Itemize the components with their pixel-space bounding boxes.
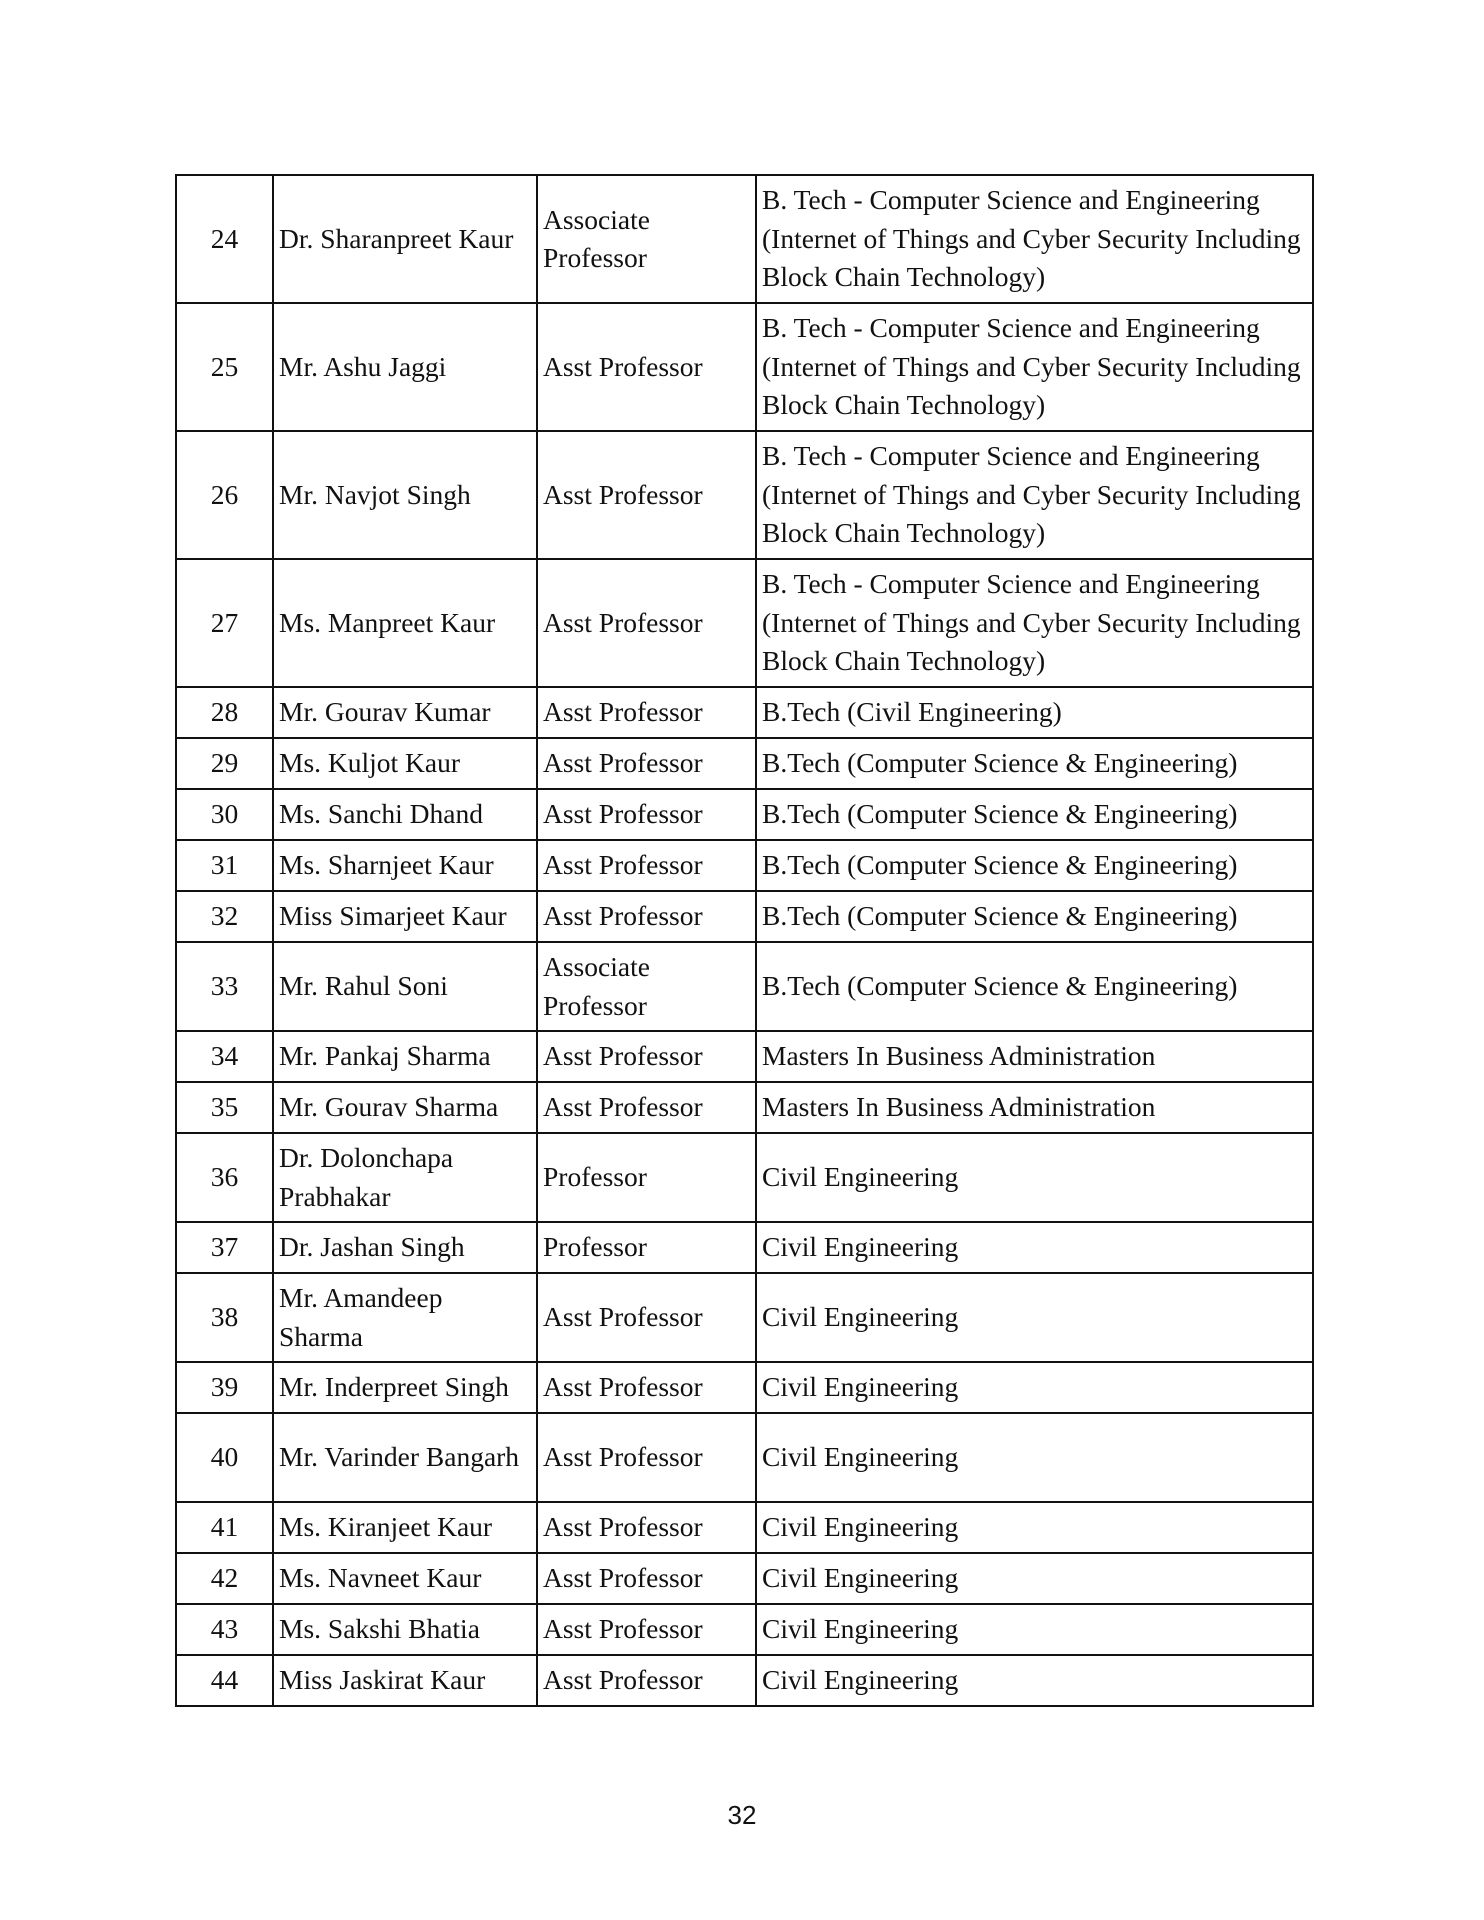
program-cell: B.Tech (Computer Science & Engineering) <box>756 789 1313 840</box>
designation-cell: Asst Professor <box>537 1655 756 1706</box>
table-row <box>176 559 1313 687</box>
designation-cell: Professor <box>537 1133 756 1222</box>
program-cell: B.Tech (Computer Science & Engineering) <box>756 840 1313 891</box>
designation-cell: Asst Professor <box>537 840 756 891</box>
serial-number-cell: 25 <box>176 303 273 431</box>
faculty-name-cell: Mr. Navjot Singh <box>273 431 537 559</box>
faculty-name-cell: Ms. Manpreet Kaur <box>273 559 537 687</box>
serial-number-cell: 27 <box>176 559 273 687</box>
faculty-name-cell: Miss Jaskirat Kaur <box>273 1655 537 1706</box>
program-cell: Civil Engineering <box>756 1413 1313 1502</box>
designation-cell: Asst Professor <box>537 891 756 942</box>
program-cell: B. Tech - Computer Science and Engineering (Internet of Things and Cyber Security Including Block Chain Technology) <box>756 303 1313 431</box>
program-cell: Civil Engineering <box>756 1553 1313 1604</box>
table-row <box>176 687 1313 738</box>
table-row <box>176 1502 1313 1553</box>
program-cell: B. Tech - Computer Science and Engineering (Internet of Things and Cyber Security Including Block Chain Technology) <box>756 559 1313 687</box>
table-row <box>176 1031 1313 1082</box>
designation-cell: Asst Professor <box>537 559 756 687</box>
serial-number-cell: 33 <box>176 942 273 1031</box>
page-number: 32 <box>727 1800 757 1830</box>
faculty-name-cell: Dr. Sharanpreet Kaur <box>273 175 537 303</box>
faculty-name-cell: Ms. Sharnjeet Kaur <box>273 840 537 891</box>
serial-number-cell: 32 <box>176 891 273 942</box>
designation-cell: Asst Professor <box>537 1273 756 1362</box>
faculty-name-cell: Mr. Varinder Bangarh <box>273 1413 537 1502</box>
table-row <box>176 1082 1313 1133</box>
designation-cell: Asst Professor <box>537 738 756 789</box>
serial-number-cell: 40 <box>176 1413 273 1502</box>
table-row <box>176 1362 1313 1413</box>
program-cell: B. Tech - Computer Science and Engineering (Internet of Things and Cyber Security Including Block Chain Technology) <box>756 175 1313 303</box>
program-cell: Civil Engineering <box>756 1273 1313 1362</box>
table-row <box>176 1604 1313 1655</box>
table-row <box>176 789 1313 840</box>
program-cell: Masters In Business Administration <box>756 1082 1313 1133</box>
serial-number-cell: 43 <box>176 1604 273 1655</box>
designation-cell: Asst Professor <box>537 1362 756 1413</box>
designation-cell: Asst Professor <box>537 1604 756 1655</box>
designation-cell: Associate Professor <box>537 175 756 303</box>
faculty-table-body <box>176 175 1313 1706</box>
serial-number-cell: 36 <box>176 1133 273 1222</box>
serial-number-cell: 44 <box>176 1655 273 1706</box>
program-cell: Civil Engineering <box>756 1604 1313 1655</box>
table-row <box>176 431 1313 559</box>
table-row <box>176 175 1313 303</box>
program-cell: Civil Engineering <box>756 1362 1313 1413</box>
program-cell: Civil Engineering <box>756 1655 1313 1706</box>
faculty-name-cell: Ms. Navneet Kaur <box>273 1553 537 1604</box>
serial-number-cell: 39 <box>176 1362 273 1413</box>
faculty-name-cell: Dr. Dolonchapa Prabhakar <box>273 1133 537 1222</box>
program-cell: Civil Engineering <box>756 1222 1313 1273</box>
faculty-name-cell: Mr. Gourav Sharma <box>273 1082 537 1133</box>
designation-cell: Asst Professor <box>537 1553 756 1604</box>
serial-number-cell: 37 <box>176 1222 273 1273</box>
designation-cell: Asst Professor <box>537 1082 756 1133</box>
table-row <box>176 1655 1313 1706</box>
program-cell: B. Tech - Computer Science and Engineering (Internet of Things and Cyber Security Including Block Chain Technology) <box>756 431 1313 559</box>
faculty-name-cell: Ms. Sanchi Dhand <box>273 789 537 840</box>
serial-number-cell: 26 <box>176 431 273 559</box>
serial-number-cell: 38 <box>176 1273 273 1362</box>
serial-number-cell: 31 <box>176 840 273 891</box>
designation-cell: Asst Professor <box>537 789 756 840</box>
faculty-name-cell: Ms. Kiranjeet Kaur <box>273 1502 537 1553</box>
serial-number-cell: 42 <box>176 1553 273 1604</box>
serial-number-cell: 24 <box>176 175 273 303</box>
faculty-name-cell: Mr. Amandeep Sharma <box>273 1273 537 1362</box>
table-row <box>176 1553 1313 1604</box>
faculty-name-cell: Ms. Kuljot Kaur <box>273 738 537 789</box>
program-cell: Civil Engineering <box>756 1502 1313 1553</box>
serial-number-cell: 35 <box>176 1082 273 1133</box>
table-row <box>176 840 1313 891</box>
faculty-name-cell: Mr. Ashu Jaggi <box>273 303 537 431</box>
faculty-table <box>175 174 1314 1707</box>
designation-cell: Asst Professor <box>537 1031 756 1082</box>
program-cell: B.Tech (Civil Engineering) <box>756 687 1313 738</box>
program-cell: Civil Engineering <box>756 1133 1313 1222</box>
program-cell: B.Tech (Computer Science & Engineering) <box>756 738 1313 789</box>
serial-number-cell: 29 <box>176 738 273 789</box>
faculty-name-cell: Mr. Pankaj Sharma <box>273 1031 537 1082</box>
table-row <box>176 1133 1313 1222</box>
table-row <box>176 1222 1313 1273</box>
faculty-name-cell: Miss Simarjeet Kaur <box>273 891 537 942</box>
table-row <box>176 1413 1313 1502</box>
table-row <box>176 891 1313 942</box>
faculty-name-cell: Mr. Gourav Kumar <box>273 687 537 738</box>
designation-cell: Asst Professor <box>537 431 756 559</box>
designation-cell: Asst Professor <box>537 303 756 431</box>
table-row <box>176 738 1313 789</box>
designation-cell: Associate Professor <box>537 942 756 1031</box>
program-cell: Masters In Business Administration <box>756 1031 1313 1082</box>
serial-number-cell: 30 <box>176 789 273 840</box>
faculty-name-cell: Mr. Inderpreet Singh <box>273 1362 537 1413</box>
designation-cell: Asst Professor <box>537 1413 756 1502</box>
faculty-name-cell: Mr. Rahul Soni <box>273 942 537 1031</box>
program-cell: B.Tech (Computer Science & Engineering) <box>756 891 1313 942</box>
designation-cell: Asst Professor <box>537 687 756 738</box>
table-row <box>176 942 1313 1031</box>
designation-cell: Professor <box>537 1222 756 1273</box>
table-row <box>176 1273 1313 1362</box>
serial-number-cell: 41 <box>176 1502 273 1553</box>
faculty-name-cell: Dr. Jashan Singh <box>273 1222 537 1273</box>
serial-number-cell: 34 <box>176 1031 273 1082</box>
program-cell: B.Tech (Computer Science & Engineering) <box>756 942 1313 1031</box>
faculty-name-cell: Ms. Sakshi Bhatia <box>273 1604 537 1655</box>
table-row <box>176 303 1313 431</box>
designation-cell: Asst Professor <box>537 1502 756 1553</box>
serial-number-cell: 28 <box>176 687 273 738</box>
